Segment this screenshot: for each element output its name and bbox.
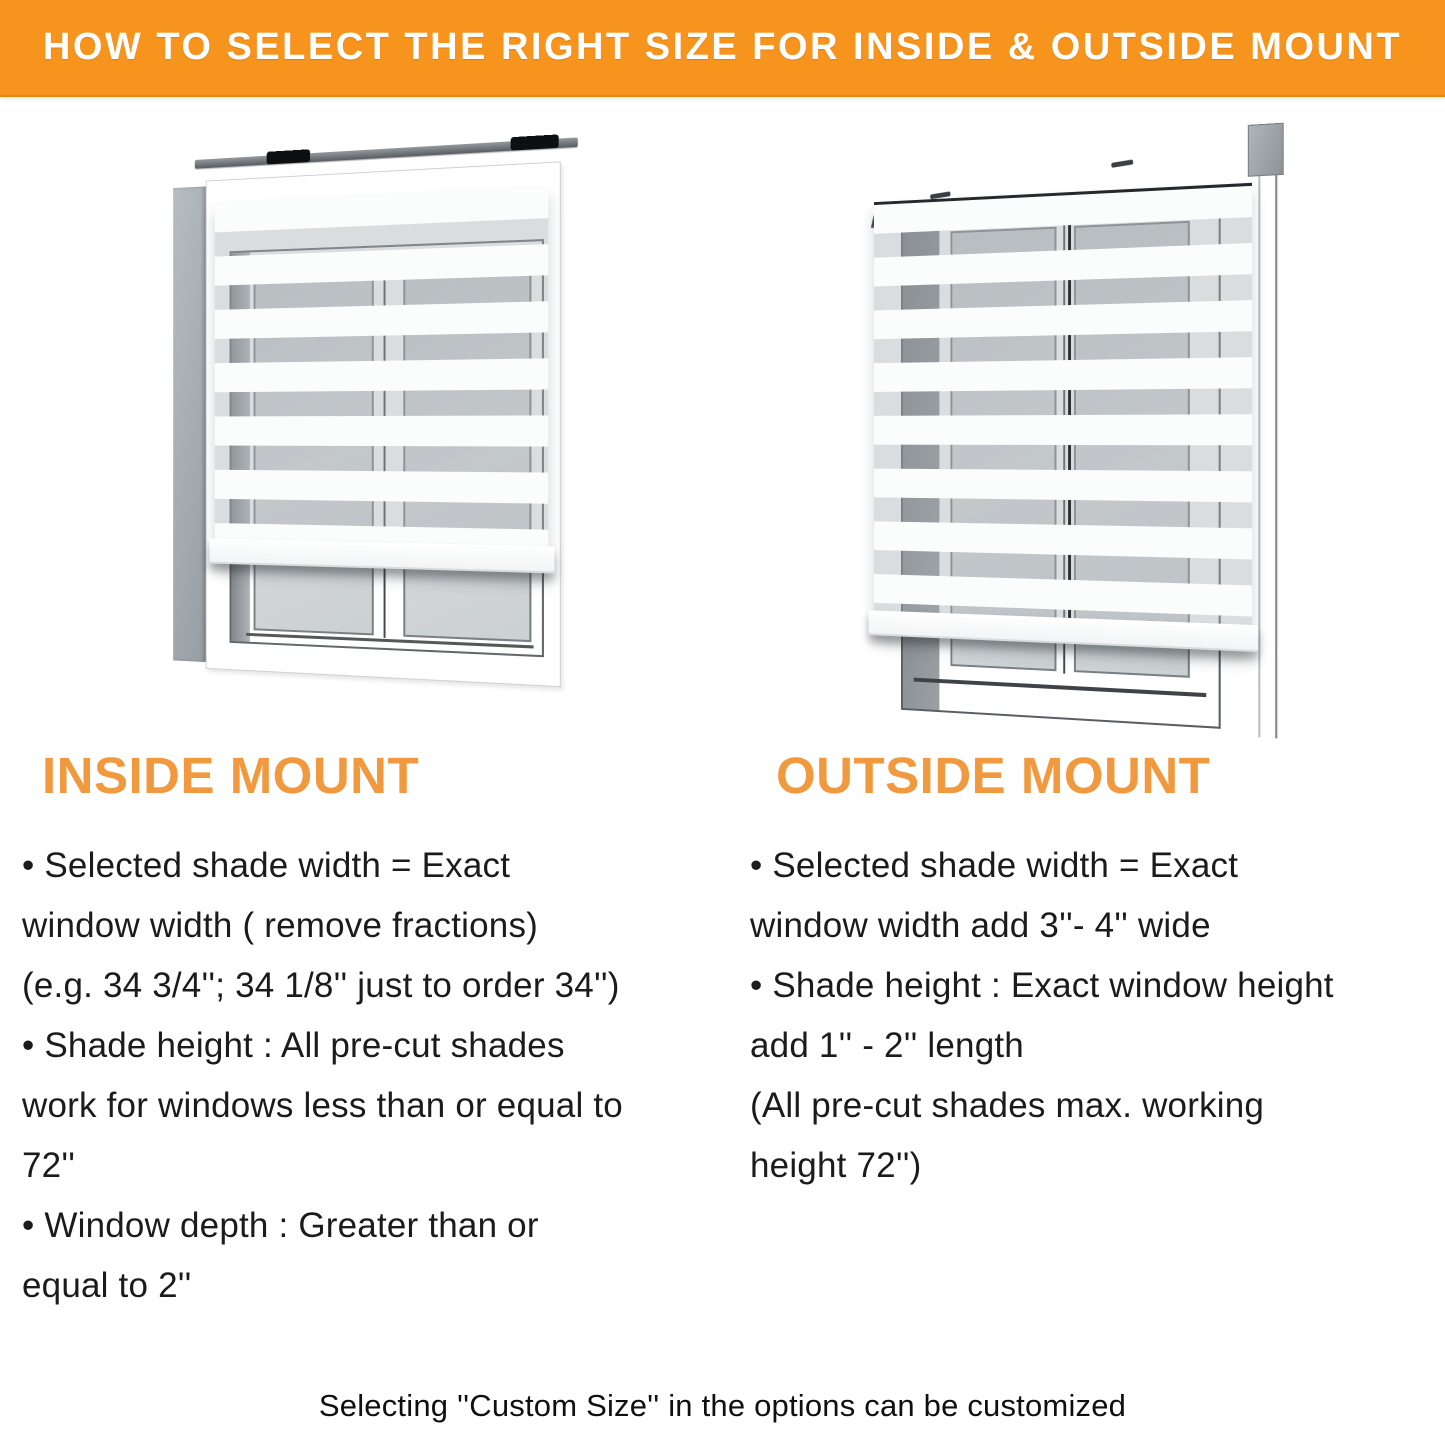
banner (0, 0, 1445, 97)
instruction-line: add 1'' - 2'' length (750, 1026, 1024, 1065)
outside-mount-scene (874, 122, 1288, 749)
instruction-line: equal to 2'' (22, 1266, 192, 1305)
instruction-line: • Shade height : Exact window height (750, 966, 1334, 1005)
inside-mount-instructions (22, 836, 712, 1316)
outside-mount-heading: OUTSIDE MOUNT (776, 747, 1211, 804)
screw-mark-icon (1111, 159, 1133, 168)
shade-center-seam (1068, 195, 1071, 618)
inside-mount-heading: INSIDE MOUNT (42, 747, 420, 804)
instruction-line: work for windows less than or equal to (22, 1086, 623, 1125)
mounting-bracket-icon (511, 134, 559, 150)
instruction-line: (e.g. 34 3/4''; 34 1/8'' just to order 34'') (22, 966, 620, 1005)
instruction-line: • Selected shade width = Exact (22, 846, 511, 885)
instruction-line: (All pre-cut shades max. working (750, 1086, 1265, 1125)
instruction-line: 72'' (22, 1146, 76, 1185)
instruction-line: • Selected shade width = Exact (750, 846, 1239, 885)
banner-title: HOW TO SELECT THE RIGHT SIZE FOR INSIDE & OUTSIDE MOUNT (42, 26, 1403, 68)
instruction-line: window width add 3''- 4'' wide (750, 906, 1211, 945)
inside-mount-scene (171, 136, 573, 726)
window-frame-edge (1258, 175, 1277, 738)
inside-mount-illustration (158, 148, 570, 713)
instruction-line: • Shade height : All pre-cut shades (22, 1026, 565, 1065)
outside-mount-illustration (860, 136, 1284, 736)
sill-line (914, 678, 1207, 697)
instruction-line: window width ( remove fractions) (22, 906, 539, 945)
footer-note: Selecting ''Custom Size'' in the options can be customized (318, 1388, 1127, 1423)
instruction-line: • Window depth : Greater than or (22, 1206, 539, 1245)
zebra-shade (874, 183, 1252, 652)
outside-mount-instructions (750, 836, 1440, 1196)
corner-bracket-icon (1248, 123, 1284, 177)
instruction-line: height 72'') (750, 1146, 922, 1185)
mounting-bracket-icon (267, 149, 310, 164)
zebra-shade (215, 187, 548, 573)
window-side-jamb (173, 186, 206, 662)
